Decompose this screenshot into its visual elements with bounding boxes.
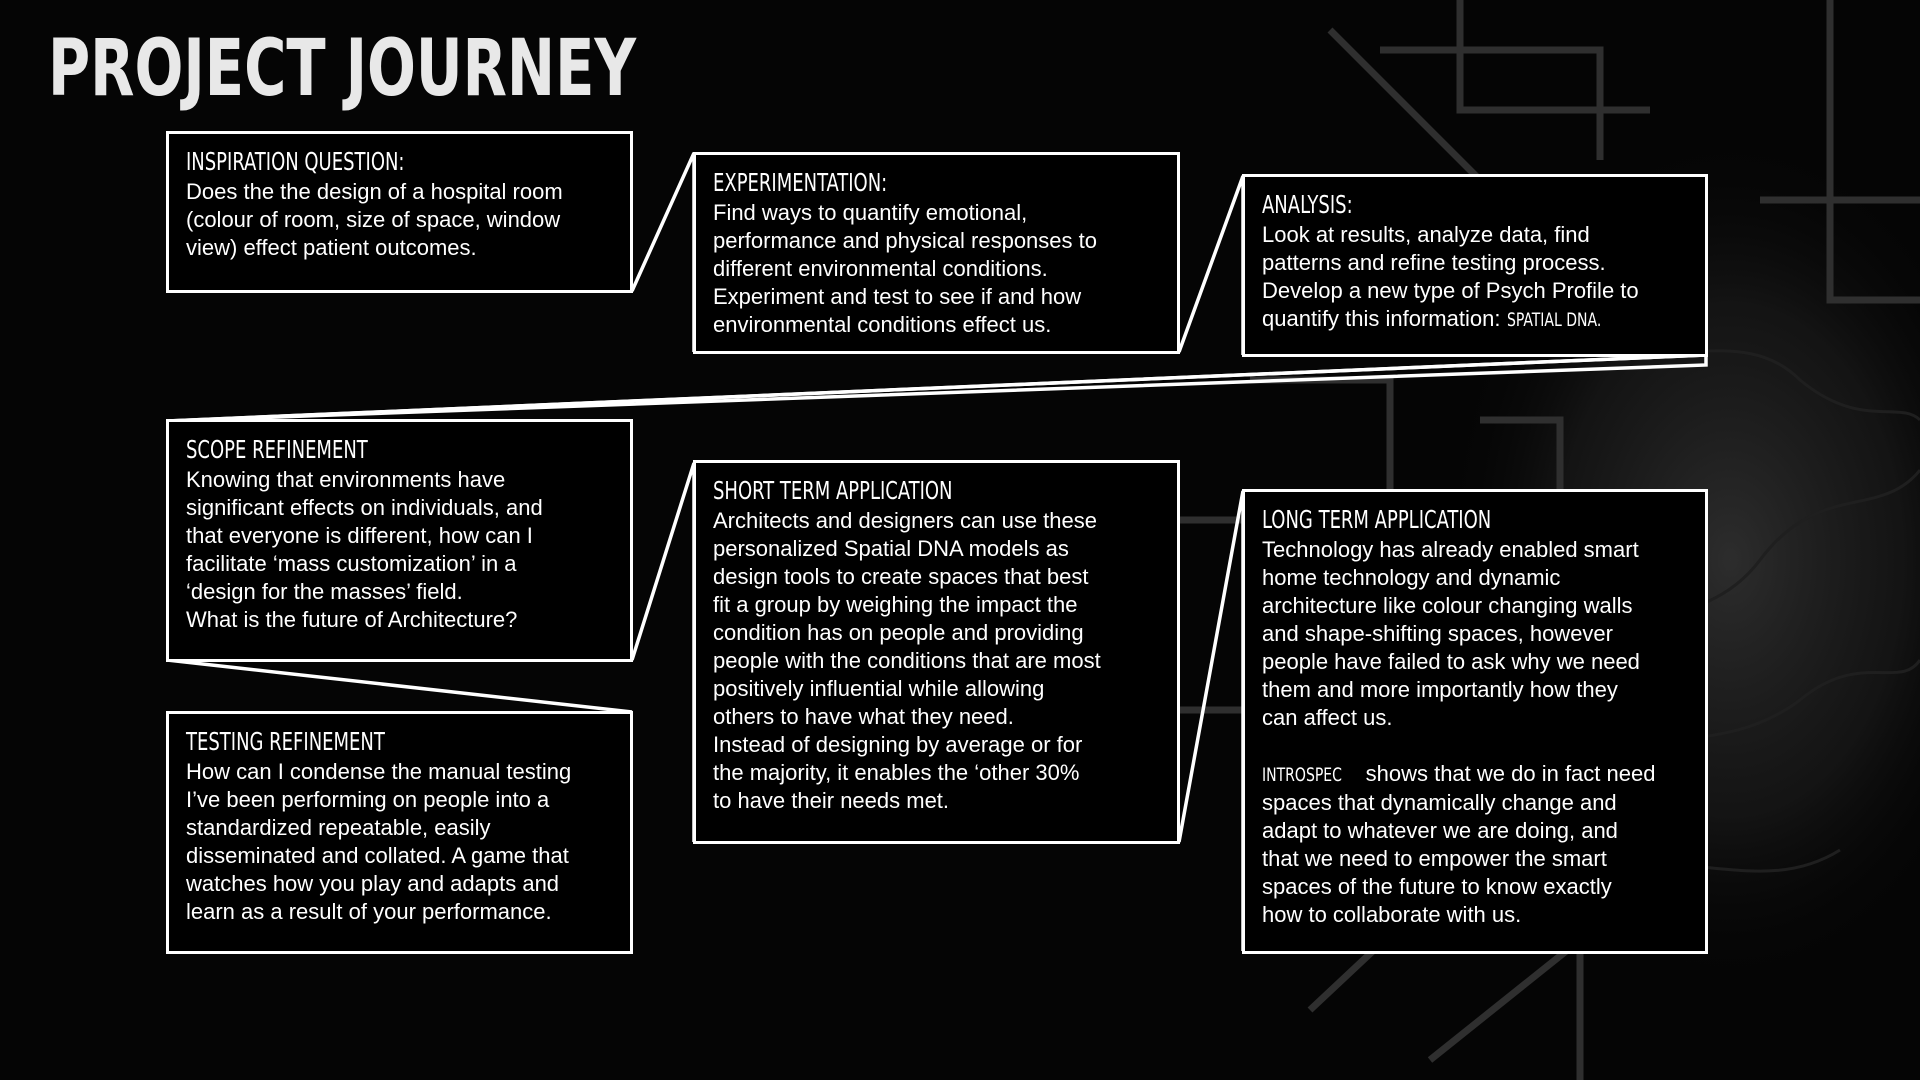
step-heading: EXPERIMENTATION: [713, 168, 888, 197]
connector-2-3 [1179, 176, 1243, 355]
step-long-term-application [1242, 489, 1708, 954]
step-heading: SHORT TERM APPLICATION [713, 476, 953, 505]
connector-3-4-band [168, 355, 1706, 421]
introspec-label: INTROSPEC [1262, 764, 1342, 786]
step-heading: ANALYSIS: [1262, 190, 1353, 219]
connector-1-2 [632, 153, 694, 352]
connector-5-6 [1179, 491, 1243, 951]
page-title: PROJECT JOURNEY [48, 24, 637, 114]
connector-4-7 [167, 660, 632, 712]
step-scope-refinement [166, 419, 633, 662]
step-analysis [1242, 174, 1708, 357]
connector-4-5 [632, 463, 694, 842]
step-short-term-application [693, 460, 1180, 844]
step-body: How can I condense the manual testing I’ve been performing on people into a standardized repeatable, easily disseminated and collated. A game that watches how you play and adapts and learn as a result of your performance. [186, 759, 572, 924]
step-heading: LONG TERM APPLICATION [1262, 505, 1492, 534]
step-testing-refinement [166, 711, 633, 954]
step-heading: TESTING REFINEMENT [186, 727, 385, 756]
step-body: Find ways to quantify emotional, performance and physical responses to different environmental conditions. Experiment and test to see if and how environmental conditions effect us. [713, 200, 1097, 337]
step-body-secondary: INTROSPEC shows that we do in fact need spaces that dynamically change and adapt to whatever we are doing, and that we need to empower the smart spaces of the future to know exactly how to collaborate with us. [1262, 761, 1656, 927]
step-body: Look at results, analyze data, find patterns and refine testing process. Develop a new type of Psych Profile to quantify this information: SPATIAL DNA. [1262, 221, 1689, 334]
spatial-dna-label: SPATIAL DNA. [1506, 309, 1601, 331]
step-body: Knowing that environments have significant effects on individuals, and that everyone is different, how can I facilitate ‘mass customization’ in a ‘design for the masses’ field. What is the future of Architecture? [186, 467, 543, 632]
step-body: Does the the design of a hospital room (colour of room, size of space, window view) effect patient outcomes. [186, 179, 563, 260]
step-heading: INSPIRATION QUESTION: [186, 147, 405, 176]
step-heading: SCOPE REFINEMENT [186, 435, 368, 464]
step-inspiration-question [166, 131, 633, 293]
step-body: Technology has already enabled smart home technology and dynamic architecture like colour changing walls and shape-shifting spaces, however people have failed to ask why we need them and more importantly how they can affect us. [1262, 537, 1640, 730]
step-experimentation [693, 152, 1180, 354]
step-body: Architects and designers can use these personalized Spatial DNA models as design tools to create spaces that best fit a group by weighing the impact the condition has on people and providing people with the conditions that are most positively influential while allowing others to have what they need. Instead of designing by average or for the majority, it enables the ‘other 30% to have their needs met. [713, 508, 1101, 813]
